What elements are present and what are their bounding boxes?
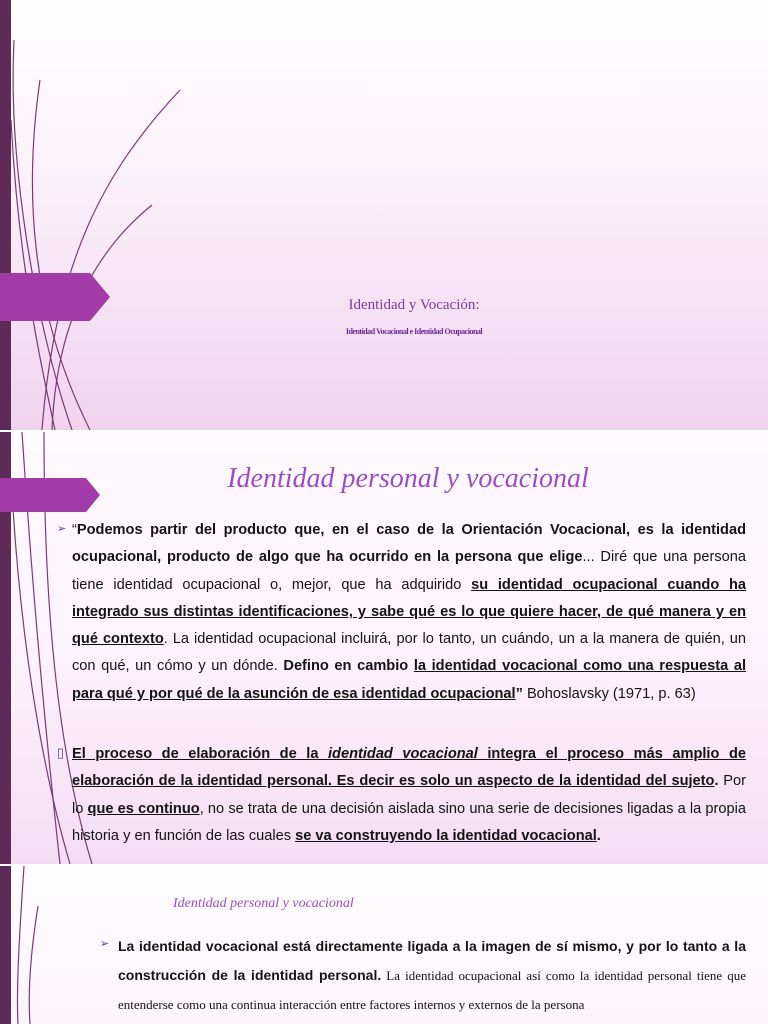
process-paragraph: El proceso de elaboración de la identidad vocacional integra el proceso más amplio de elaboración de la identidad personal. Es decir es solo un aspecto de la identidad del sujeto. Por lo que es continuo, no se trata de una decisión aislada sino una serie de decisiones ligadas a la propia historia y en función de las cuales se va construyendo la identidad vocacional. — [72, 746, 747, 844]
slide-2 — [0, 432, 768, 864]
slide-title: Identidad personal y vocacional — [173, 896, 354, 911]
decorative-curves — [0, 0, 768, 430]
bullet-arrow-icon: ➢ — [100, 938, 110, 950]
slide-title: Identidad y Vocación: — [348, 297, 480, 313]
bullet-arrow-icon: ➢ — [57, 523, 67, 535]
slide-subtitle: Identidad Vocacional e Identidad Ocupacional — [345, 327, 483, 336]
bullet-box-icon: ▯ — [57, 745, 65, 760]
slide-title: Identidad personal y vocacional — [227, 463, 589, 494]
identity-paragraph: La identidad vocacional está directamente ligada a la imagen de sí mismo, y por lo tanto a la construcción de la identidad personal. La identidad ocupacional así como la identidad personal tiene que entenderse como una continua interacción entre factores internos y externos de la persona — [118, 938, 747, 1012]
slide-3 — [0, 866, 768, 1024]
quote-paragraph: “Podemos partir del producto que, en el caso de la Orientación Vocacional, es la identidad ocupacional, producto de algo que ha ocurrido en la persona que elige... Diré que una persona tiene identidad ocupacional o, mejor, que ha adquirido su identidad ocupacional cuando ha integrado sus distintas identificaciones, y sabe qué es lo que quiere hacer, de qué manera y en qué contexto. La identidad ocupacional incluirá, por lo tanto, un cuándo, un a la manera de quién, un con qué, un cómo y un dónde. Defino en cambio la identidad vocacional como una respuesta al para qué y por qué de la asunción de esa identidad ocupacional” Bohoslavsky (1971, p. 63) — [72, 522, 747, 702]
slide-1 — [0, 0, 768, 430]
